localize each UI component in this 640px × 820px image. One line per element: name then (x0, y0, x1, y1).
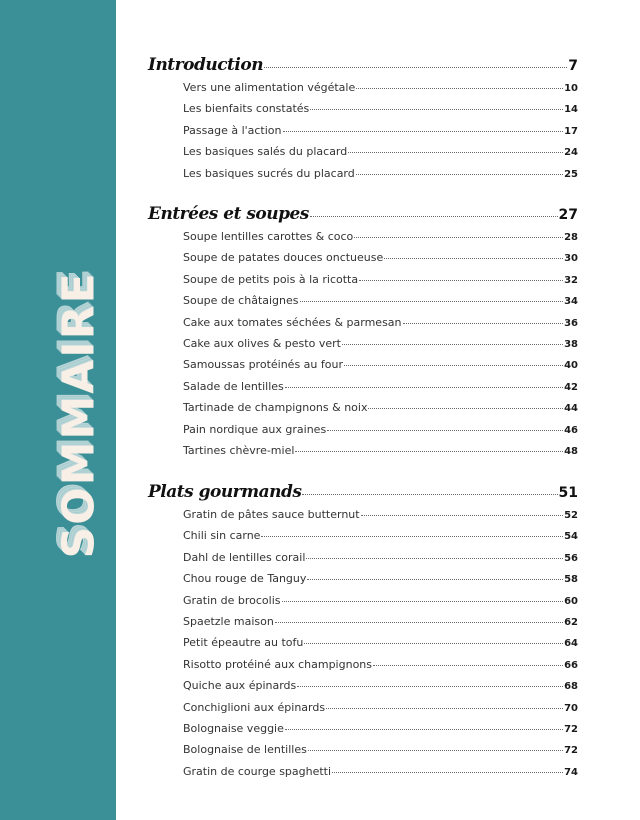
entry-title: Samoussas protéinés au four (183, 358, 343, 372)
dot-leader (308, 750, 563, 751)
toc-entry[interactable] (148, 594, 578, 607)
section-title: Plats gourmands (148, 482, 302, 502)
dot-leader (356, 174, 563, 175)
dot-leader (359, 280, 563, 281)
toc-entry[interactable] (148, 294, 578, 307)
toc-entry[interactable] (148, 167, 578, 180)
toc-entry[interactable] (148, 273, 578, 286)
entry-page-number: 60 (564, 595, 578, 607)
sidebar-band (0, 0, 116, 820)
dot-leader (342, 344, 563, 345)
entry-page-number: 54 (564, 531, 578, 543)
entry-title: Les basiques sucrés du placard (183, 166, 355, 180)
toc-entry[interactable] (148, 380, 578, 393)
toc-entry[interactable] (148, 251, 578, 264)
entry-title: Tartinade de champignons & noix (183, 401, 368, 415)
dot-leader (310, 216, 558, 217)
toc-section-heading[interactable] (148, 482, 578, 502)
entry-title: Les bienfaits constatés (183, 102, 310, 116)
dot-leader (332, 772, 563, 773)
dot-leader (285, 387, 563, 388)
entry-page-number: 74 (564, 766, 578, 778)
dot-leader (261, 536, 563, 537)
entry-title: Passage à l'action (183, 123, 282, 137)
section-title: Entrées et soupes (148, 204, 309, 224)
section-page-number: 7 (568, 58, 578, 74)
entry-page-number: 46 (564, 424, 578, 436)
dot-leader (282, 601, 564, 602)
toc-entry[interactable] (148, 316, 578, 329)
toc-entry[interactable] (148, 636, 578, 649)
entry-title: Conchiglioni aux épinards (183, 700, 326, 714)
entry-page-number: 10 (564, 83, 578, 94)
dot-leader (285, 729, 563, 730)
entry-page-number: 28 (564, 232, 578, 243)
dot-leader (275, 622, 563, 623)
entry-title: Gratin de pâtes sauce butternut (183, 508, 360, 521)
section-page-number: 51 (558, 485, 578, 501)
toc-section-heading[interactable] (148, 55, 578, 75)
entry-title: Quiche aux épinards (183, 679, 297, 693)
dot-leader (307, 579, 563, 580)
entry-page-number: 32 (564, 274, 578, 286)
toc-entry[interactable] (148, 337, 578, 350)
toc-entry[interactable] (148, 81, 578, 94)
dot-leader (302, 494, 557, 495)
toc-entry[interactable] (148, 444, 578, 457)
entry-page-number: 66 (564, 659, 578, 671)
dot-leader (264, 67, 567, 68)
entry-title: Chili sin carne (183, 529, 261, 543)
entry-page-number: 42 (564, 381, 578, 393)
entry-title: Salade de lentilles (183, 379, 284, 393)
dot-leader (304, 643, 563, 644)
entry-title: Spaetzle maison (183, 615, 274, 628)
entry-page-number: 64 (564, 638, 578, 650)
dot-leader (326, 708, 563, 709)
dot-leader (356, 88, 563, 89)
entry-title: Pain nordique aux graines (183, 422, 327, 436)
dot-leader (368, 408, 563, 409)
entry-page-number: 14 (564, 104, 578, 116)
toc-entry[interactable] (148, 145, 578, 158)
entry-title: Tartines chèvre-miel (183, 444, 295, 457)
entry-page-number: 34 (564, 296, 578, 308)
entry-title: Vers une alimentation végétale (183, 81, 356, 94)
entry-page-number: 36 (564, 317, 578, 329)
entry-page-number: 44 (564, 403, 578, 415)
dot-leader (310, 109, 563, 110)
toc-entry[interactable] (148, 679, 578, 692)
entry-title: Soupe lentilles carottes & coco (183, 230, 354, 243)
toc-entry[interactable] (148, 124, 578, 137)
entry-title: Cake aux tomates séchées & parmesan (183, 315, 402, 329)
entry-title: Les basiques salés du placard (183, 145, 348, 159)
toc-entry[interactable] (148, 529, 578, 542)
entry-title: Soupe de petits pois à la ricotta (183, 272, 359, 286)
entry-page-number: 58 (564, 574, 578, 586)
entry-page-number: 68 (564, 681, 578, 693)
entry-page-number: 72 (564, 745, 578, 757)
entry-title: Risotto protéiné aux champignons (183, 657, 372, 671)
entry-page-number: 24 (564, 147, 578, 159)
toc-entry[interactable] (148, 701, 578, 714)
entry-page-number: 70 (564, 702, 578, 714)
entry-page-number: 25 (564, 168, 578, 180)
dot-leader (300, 301, 564, 302)
dot-leader (354, 237, 563, 238)
entry-title: Dahl de lentilles corail (183, 550, 306, 564)
dot-leader (403, 323, 564, 324)
entry-page-number: 48 (564, 446, 578, 457)
toc-entry[interactable] (148, 508, 578, 521)
entry-page-number: 30 (564, 253, 578, 265)
entry-title: Gratin de brocolis (183, 593, 281, 607)
section-title: Introduction (148, 55, 264, 75)
dot-leader (361, 515, 563, 516)
dot-leader (297, 686, 563, 687)
entry-title: Chou rouge de Tanguy (183, 572, 307, 586)
entry-title: Gratin de courge spaghetti (183, 764, 332, 778)
sommaire-title: SOMMAIRE (53, 271, 105, 559)
toc-entry[interactable] (148, 722, 578, 735)
toc-entry[interactable] (148, 743, 578, 756)
entry-page-number: 40 (564, 360, 578, 372)
toc-entry[interactable] (148, 423, 578, 436)
toc-entry[interactable] (148, 358, 578, 371)
dot-leader (373, 665, 563, 666)
section-page-number: 27 (558, 207, 578, 223)
entry-page-number: 38 (564, 339, 578, 350)
entry-title: Bolognaise veggie (183, 722, 284, 735)
toc-entry[interactable] (148, 401, 578, 414)
entry-title: Soupe de châtaignes (183, 294, 299, 308)
entry-title: Soupe de patates douces onctueuse (183, 251, 384, 265)
toc-entry[interactable] (148, 572, 578, 585)
toc-entry[interactable] (148, 551, 578, 564)
toc-entry[interactable] (148, 765, 578, 778)
dot-leader (327, 430, 563, 431)
toc-entry[interactable] (148, 615, 578, 628)
entry-title: Petit épeautre au tofu (183, 636, 304, 650)
entry-page-number: 17 (564, 125, 578, 137)
entry-page-number: 72 (564, 724, 578, 735)
entry-page-number: 62 (564, 617, 578, 628)
dot-leader (344, 365, 563, 366)
entry-title: Bolognaise de lentilles (183, 743, 307, 757)
toc-entry[interactable] (148, 658, 578, 671)
entry-page-number: 56 (564, 552, 578, 564)
dot-leader (283, 131, 564, 132)
toc-entry[interactable] (148, 102, 578, 115)
dot-leader (306, 558, 563, 559)
dot-leader (384, 258, 563, 259)
toc-entry[interactable] (148, 230, 578, 243)
toc-section-heading[interactable] (148, 204, 578, 224)
dot-leader (295, 451, 563, 452)
dot-leader (348, 152, 563, 153)
entry-title: Cake aux olives & pesto vert (183, 337, 341, 350)
entry-page-number: 52 (564, 510, 578, 521)
